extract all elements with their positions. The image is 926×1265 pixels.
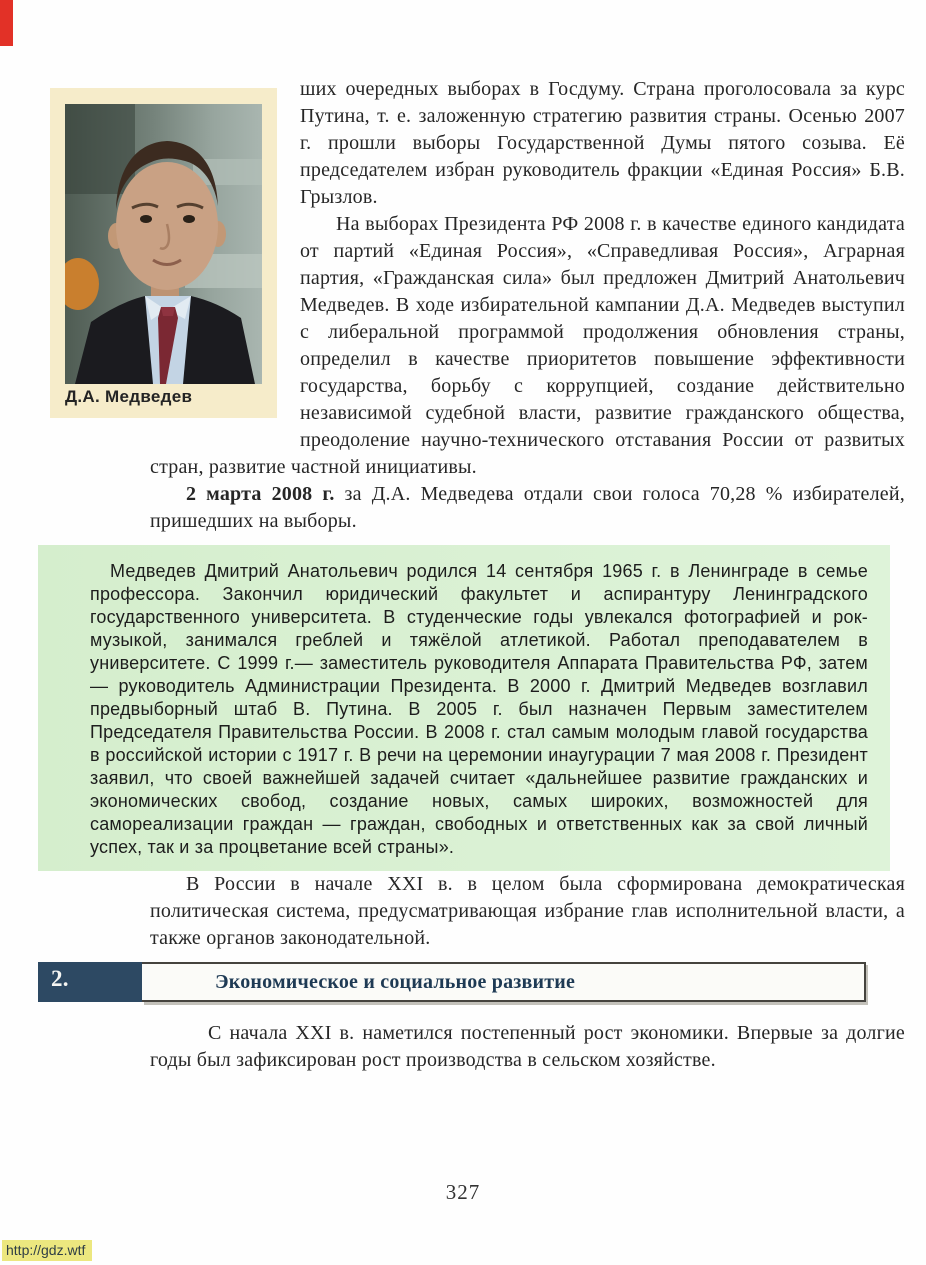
scan-red-corner-mark [0, 0, 13, 46]
vote-result-paragraph [150, 481, 905, 535]
economy-paragraph: С начала XXI в. наметился постепенный рост экономики. Впервые за долгие годы был зафиксирован рост производства в сельском хозяйстве. [150, 1022, 905, 1071]
section-title: Экономическое и социальное развитие [215, 970, 576, 993]
economy-paragraph-wrap [150, 1020, 905, 1074]
photo-frame [50, 88, 277, 418]
page-number: 327 [445, 1180, 481, 1204]
medvedev-portrait-photo [65, 104, 262, 384]
section-title-bar [142, 962, 866, 1002]
section-number-box: 2. [38, 962, 142, 1002]
page-body [51, 76, 905, 1074]
vote-result-text: за Д.А. Медведева отдали свои голоса 70,28 % избирателей, пришедших на выборы. [150, 483, 905, 532]
watermark-link[interactable]: http://gdz.wtf [2, 1240, 92, 1261]
election-2008-paragraph: На выборах Президента РФ 2008 г. в качестве единого кандидата от партий «Единая Россия», «Справедливая Россия», Аграрная партия, «Гражданская сила» был предложен Дмитрий Анатольевич Медведев. В ходе избирательной кампании Д.А. Медведев выступил с либеральной программой продолжения обновления страны, определил в качестве приоритетов повышение эффективности государства, борьбу с коррупцией, создание действительно независимой судебной власти, развитие гражданского общества, преодоление научно-технического отставания России от развитых стран, развитие частной инициативы. [150, 213, 905, 478]
biography-text: Медведев Дмитрий Анатольевич родился 14 сентября 1965 г. в Ленинграде в семье профессора. Закончил юридический факультет и аспирантуру Ленинградского государственного университета. В студенческие годы увлекался фотографией и рок-музыкой, занимался греблей и тяжёлой атлетикой. Работал преподавателем в университете. С 1999 г.— заместитель руководителя Аппарата Правительства РФ, затем — руководитель Администрации Президента. В 2000 г. Дмитрий Медведев возглавил предвыборный штаб В. Путина. В 2005 г. был назначен Первым заместителем Председателя Правительства России. В 2008 г. стал самым молодым главой государства в российской истории с 1917 г. В речи на церемонии инаугурации 7 мая 2008 г. Президент заявил, что своей важнейшей задачей считает «дальнейшее развитие гражданских и экономических свобод, создание новых, самых широких, возможностей для самореализации граждан — граждан, свободных и ответственных как за свой личный успех, так и за процветание всей страны». [90, 561, 868, 857]
democracy-paragraph: В России в начале XXI в. в целом была сформирована демократическая политическая система, предусматривающая избрание глав исполнительной власти, а также органов законодательной. [150, 873, 905, 949]
photo-caption: Д.А. Медведев [65, 387, 193, 406]
date-bold-lead: 2 марта 2008 г. [186, 483, 335, 505]
section-header [38, 962, 866, 1002]
medvedev-biography-box [38, 545, 890, 871]
intro-paragraph-continued: ших очередных выборах в Госдуму. Страна проголосовала за курс Путина, т. е. заложенную стратегию развития страны. Осенью 2007 г. прошли выборы Государственной Думы пятого созыва. Её председателем избран руководитель фракции «Единая Россия» Б.В. Грызлов. [300, 78, 905, 208]
